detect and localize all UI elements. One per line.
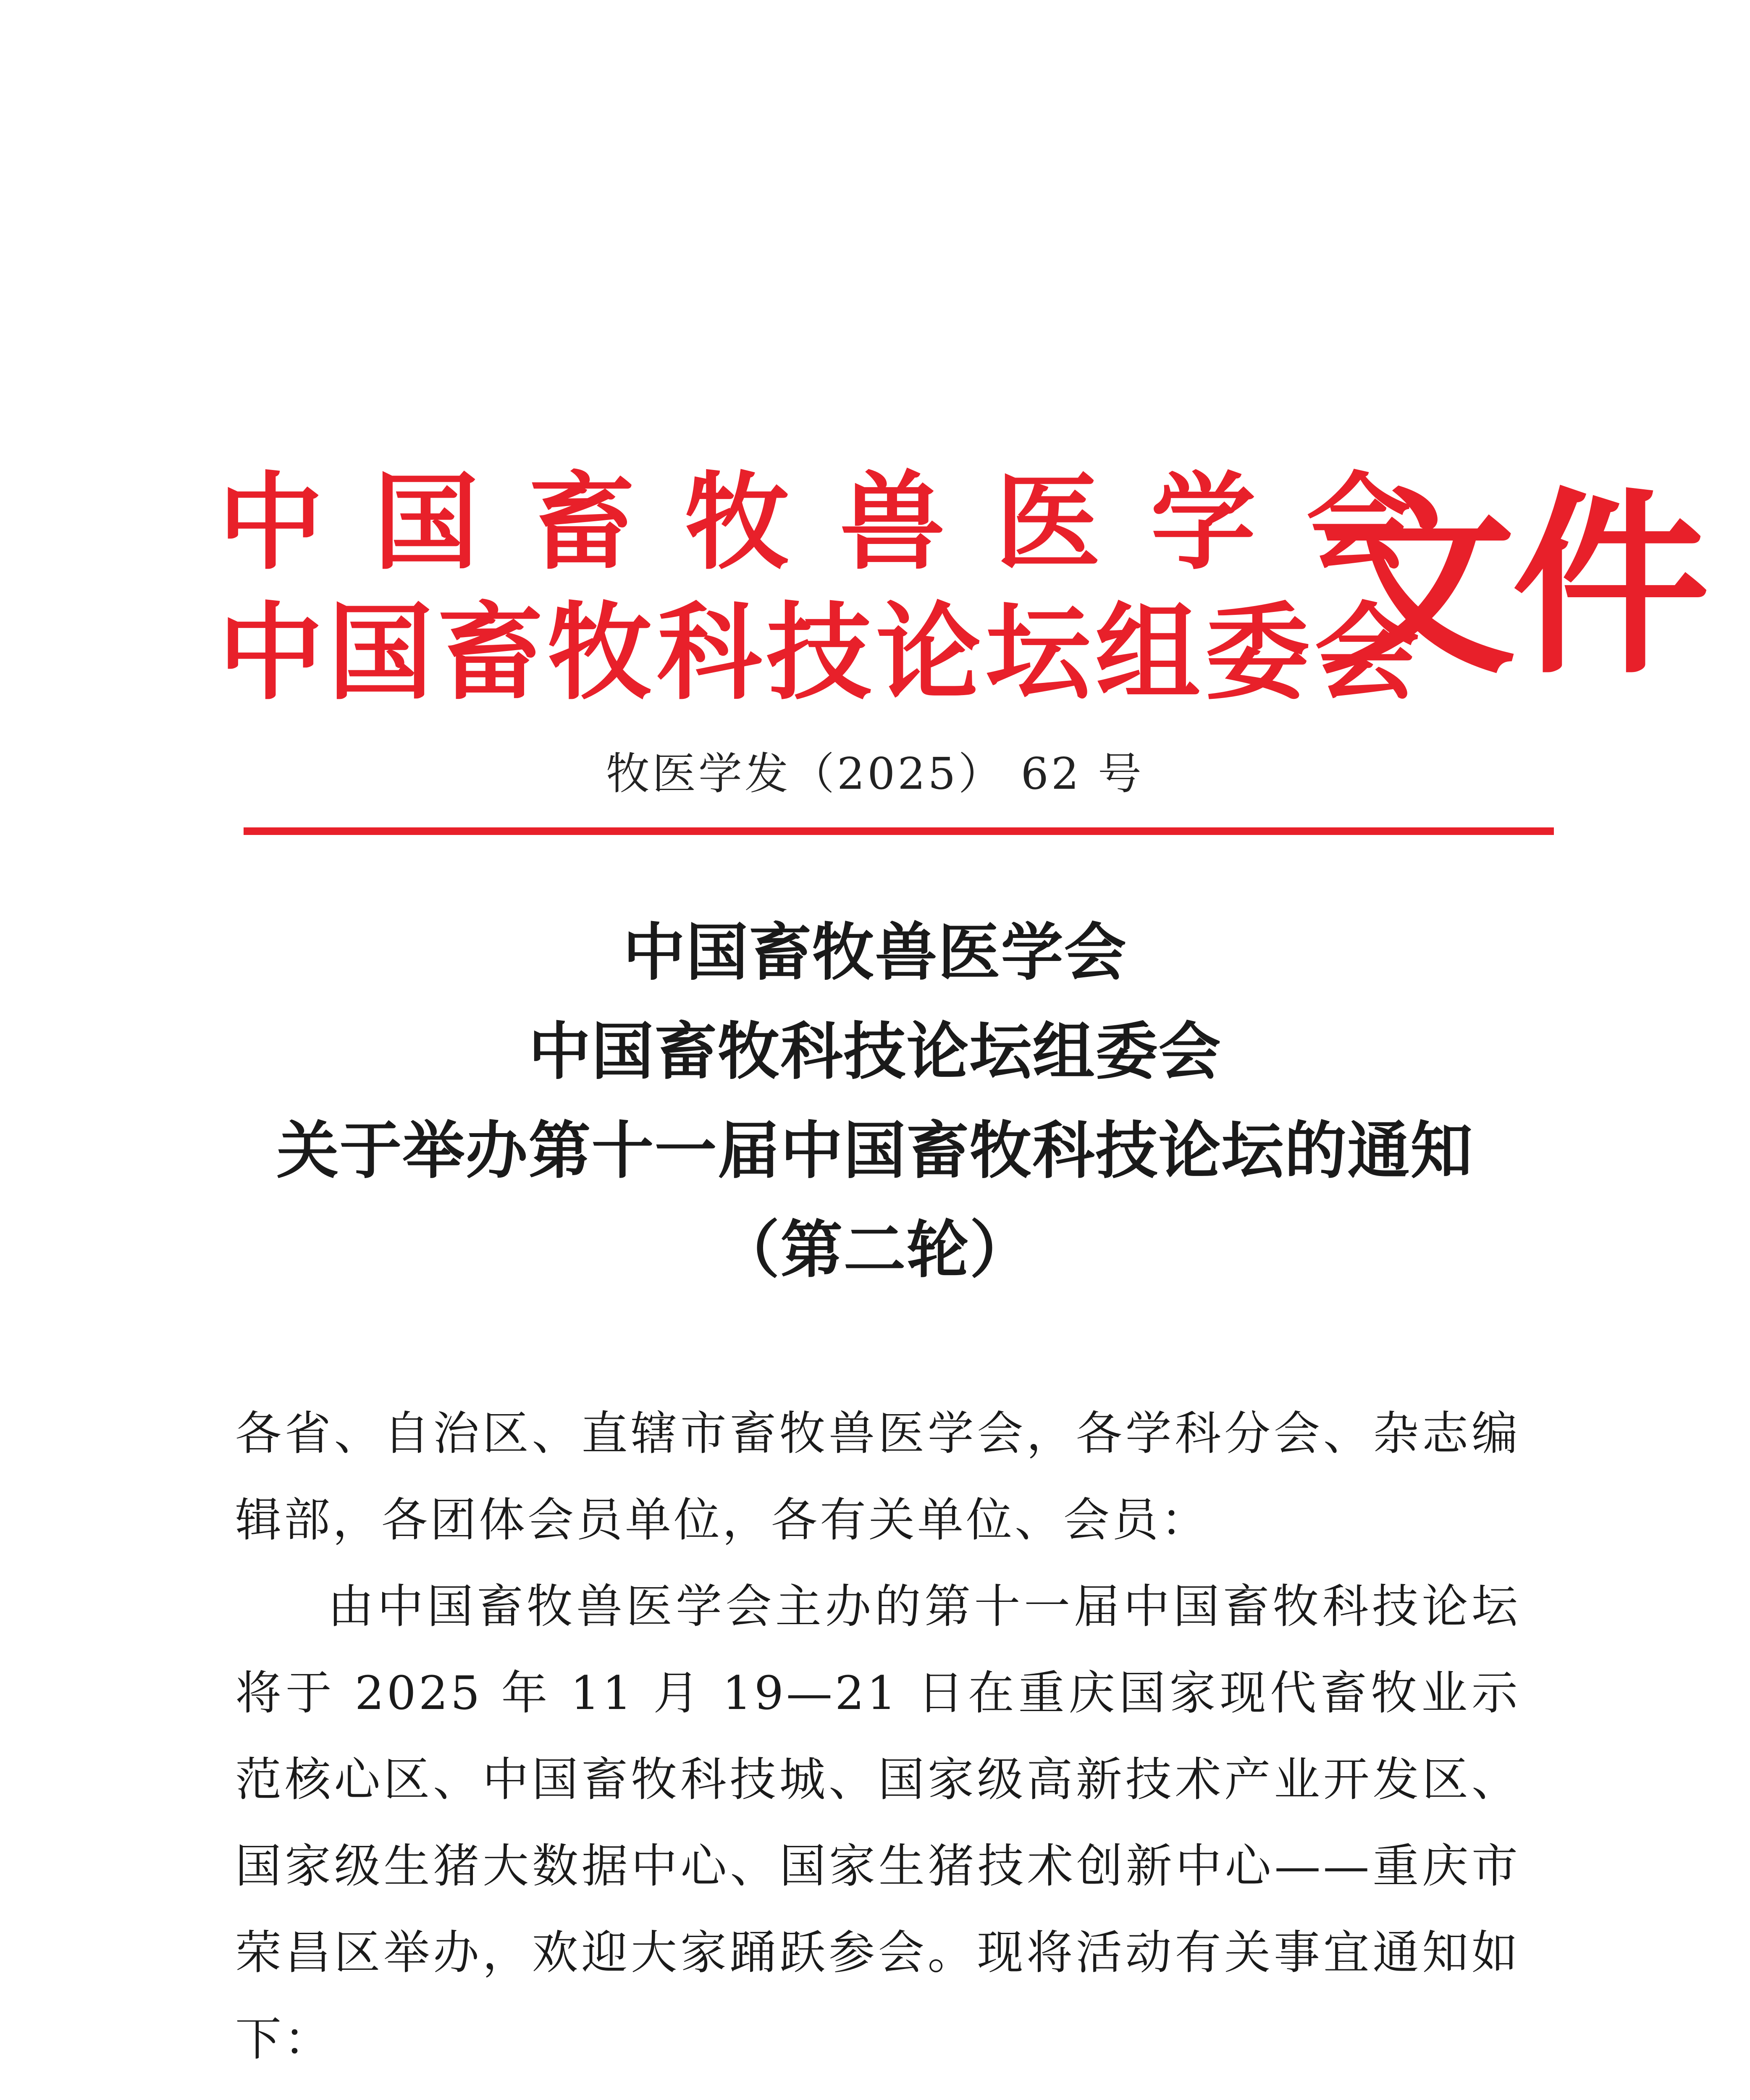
section-1-heading bbox=[235, 2082, 1520, 2100]
document-body bbox=[235, 1390, 1520, 2100]
red-divider bbox=[244, 827, 1554, 835]
masthead-org-2: 中国畜牧科技论坛组委会 bbox=[218, 592, 1424, 714]
red-masthead bbox=[218, 437, 1705, 714]
recipients-paragraph: 各省、自治区、直辖市畜牧兽医学会，各学科分会、杂志编辑部，各团体会员单位，各有关单位、会员： bbox=[235, 1407, 1520, 1547]
document-number: 牧医学发（2025） 62 号 bbox=[606, 748, 1144, 799]
title-line-2: 中国畜牧科技论坛组委会 bbox=[528, 1016, 1222, 1088]
title-line-1: 中国畜牧兽医学会 bbox=[623, 916, 1127, 989]
masthead-document-word: 文件 bbox=[1319, 471, 1705, 701]
title-line-3: 关于举办第十一届中国畜牧科技论坛的通知 bbox=[276, 1115, 1474, 1187]
masthead-org-1: 中国畜牧兽医学会 bbox=[218, 462, 1461, 584]
intro-paragraph: 由中国畜牧兽医学会主办的第十一届中国畜牧科技论坛将于 2025 年 11 月 19—21 日在重庆国家现代畜牧业示范核心区、中国畜牧科技城、国家级高新技术产业开发区、国家级生猪大数据中心、国家生猪技术创新中心——重庆市荣昌区举办，欢迎大家踊跃参会。现将活动有关事宜通知如下： bbox=[235, 1580, 1520, 2066]
document-title bbox=[0, 903, 1750, 1299]
title-line-4: （第二轮） bbox=[717, 1214, 1033, 1286]
